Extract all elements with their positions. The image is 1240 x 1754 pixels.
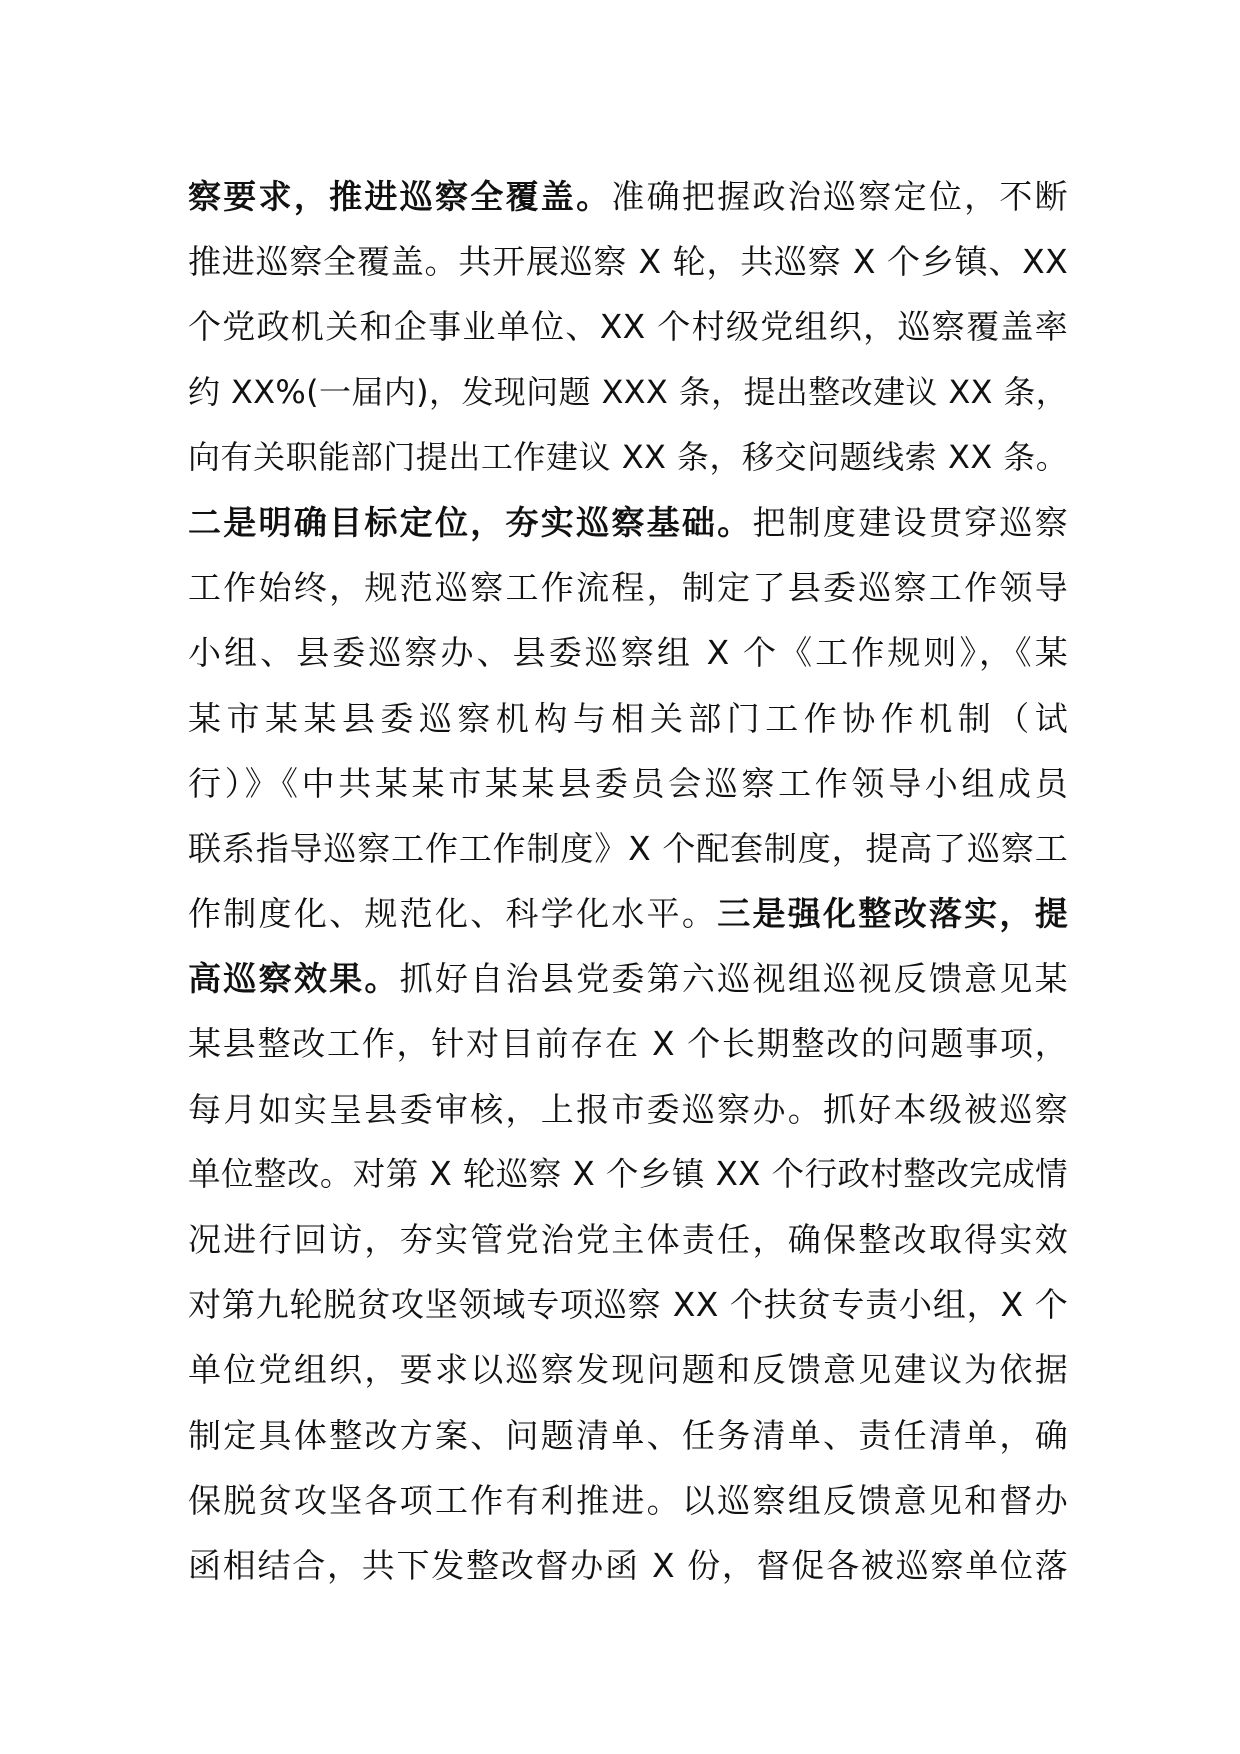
text-segment: 某市某某县委巡察机构与相关部门工作协作机制（试 (188, 698, 1068, 738)
text-line (188, 1207, 1068, 1272)
text-segment: 况进行回访，夯实管党治党主体责任，确保整改取得实效 (188, 1220, 1068, 1259)
text-segment: 制定具体整改方案、问题清单、任务清单、责任清单，确 (188, 1415, 1068, 1455)
text-line (188, 1142, 1068, 1207)
body-text (188, 164, 1068, 1598)
bold-heading-segment: 三是强化整改落实，提 (717, 894, 1068, 934)
text-line (188, 1533, 1068, 1598)
bold-heading-segment: 察要求，推进巡察全覆盖。 (188, 177, 612, 216)
text-line (188, 164, 1068, 229)
text-segment: 行）》《中共某某市某某县委员会巡察工作领导小组成员 (188, 763, 1068, 803)
text-segment: 把制度建设贯穿巡察 (752, 502, 1068, 542)
text-line (188, 686, 1068, 751)
text-segment: 保脱贫攻坚各项工作有利推进。以巡察组反馈意见和督办 (188, 1480, 1068, 1520)
text-line (188, 816, 1068, 881)
text-segment: 单位整改。对第 X 轮巡察 X 个乡镇 XX 个行政村整改完成情 (188, 1154, 1068, 1193)
text-segment: 个党政机关和企事业单位、XX 个村级党组织，巡察覆盖率 (188, 307, 1068, 347)
text-line (188, 1337, 1068, 1402)
text-segment: 作制度化、规范化、科学化水平。 (188, 894, 718, 934)
text-line (188, 620, 1068, 685)
text-line (188, 1468, 1068, 1533)
text-segment: 某县整改工作，针对目前存在 X 个长期整改的问题事项， (188, 1024, 1068, 1064)
text-segment: 约 XX%(一届内)，发现问题 XXX 条，提出整改建议 XX 条， (188, 372, 1068, 411)
bold-heading-segment: 二是明确目标定位，夯实巡察基础。 (188, 502, 753, 542)
text-line (188, 946, 1068, 1011)
text-segment: 小组、县委巡察办、县委巡察组 X 个《工作规则》，《某 (188, 633, 1068, 673)
text-segment: 推进巡察全覆盖。共开展巡察 X 轮，共巡察 X 个乡镇、XX (188, 242, 1068, 282)
text-line (188, 1272, 1068, 1337)
text-line (188, 360, 1068, 425)
text-segment: 抓好自治县党委第六巡视组巡视反馈意见某 (399, 959, 1068, 999)
text-line (188, 1077, 1068, 1142)
text-segment: 准确把握政治巡察定位，不断 (611, 177, 1068, 216)
text-line (188, 881, 1068, 946)
text-segment: 向有关职能部门提出工作建议 XX 条，移交问题线索 XX 条。 (188, 437, 1068, 476)
text-line (188, 1011, 1068, 1076)
text-line (188, 229, 1068, 294)
text-segment: 每月如实呈县委审核，上报市委巡察办。抓好本级被巡察 (188, 1089, 1068, 1129)
text-segment: 联系指导巡察工作工作制度》X 个配套制度，提高了巡察工 (188, 828, 1068, 868)
text-line (188, 294, 1068, 359)
text-line (188, 490, 1068, 555)
text-line (188, 425, 1068, 490)
text-line (188, 1403, 1068, 1468)
bold-heading-segment: 高巡察效果。 (188, 959, 400, 999)
text-segment: 对第九轮脱贫攻坚领域专项巡察 XX 个扶贫专责小组，X 个 (188, 1285, 1068, 1325)
text-segment: 工作始终，规范巡察工作流程，制定了县委巡察工作领导 (188, 568, 1068, 608)
text-segment: 函相结合，共下发整改督办函 X 份，督促各被巡察单位落 (188, 1545, 1068, 1585)
text-line (188, 751, 1068, 816)
text-segment: 单位党组织，要求以巡察发现问题和反馈意见建议为依据 (188, 1350, 1068, 1390)
text-line (188, 555, 1068, 620)
